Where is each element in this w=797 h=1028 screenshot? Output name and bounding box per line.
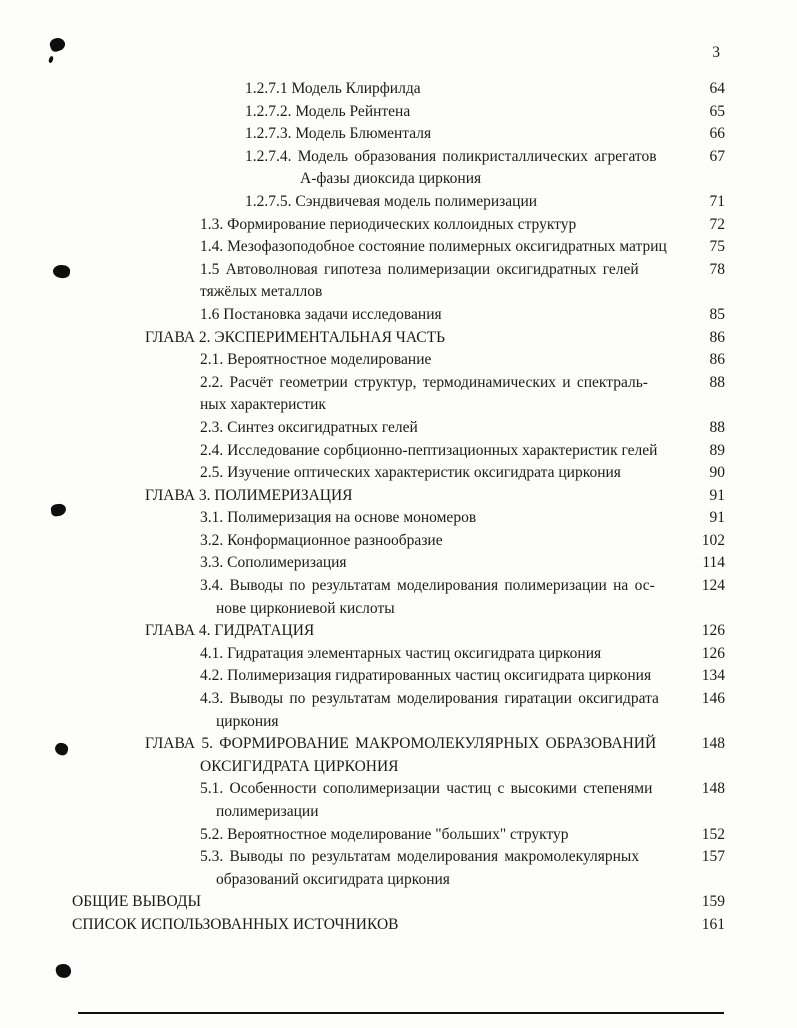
toc-entry xyxy=(72,891,725,914)
toc-entry-text xyxy=(72,349,675,372)
toc-entry-line: ГЛАВА 4. ГИДРАТАЦИЯ xyxy=(145,622,315,640)
toc-page-number: 126 xyxy=(701,622,725,640)
toc-entry-text xyxy=(72,891,675,914)
toc-entry-line: СПИСОК ИСПОЛЬЗОВАННЫХ ИСТОЧНИКОВ xyxy=(72,915,399,933)
toc-entry-line: 1.2.7.1 Модель Клирфилда xyxy=(245,80,421,97)
toc-entry-line: 3.3. Сополимеризация xyxy=(200,554,347,572)
toc-entry-text xyxy=(72,485,675,508)
ink-blob xyxy=(52,264,71,279)
ink-blob xyxy=(48,36,67,53)
toc-page-number: 91 xyxy=(709,486,725,504)
toc-page-number: 88 xyxy=(709,418,725,436)
toc-entry-continuation-line: образований оксигидрата циркония xyxy=(216,870,450,888)
toc-entry-text xyxy=(72,214,675,237)
toc-page-number: 66 xyxy=(709,125,725,143)
toc-entry xyxy=(72,552,725,575)
toc-entry xyxy=(72,507,725,530)
toc-page-number: 72 xyxy=(709,215,725,233)
toc-entry-line: 4.1. Гидратация элементарных частиц оксигидрата циркония xyxy=(200,644,602,662)
toc-entry-text xyxy=(72,846,675,891)
toc-page-number: 78 xyxy=(709,260,725,278)
toc-entry xyxy=(72,530,725,553)
ink-blob xyxy=(48,55,55,63)
toc-entry-line: 2.4. Исследование сорбционно-пептизационных характеристик гелей xyxy=(200,441,658,459)
toc-entry-text xyxy=(72,462,675,485)
toc-entry-text xyxy=(72,530,675,553)
toc-entry-text xyxy=(72,824,675,847)
toc-page-number: 146 xyxy=(701,690,725,708)
toc-entry-line: 2.3. Синтез оксигидратных гелей xyxy=(200,418,418,436)
toc-entry-text xyxy=(72,101,675,124)
toc-entry-text xyxy=(72,665,675,688)
toc-page-number: 71 xyxy=(709,192,725,210)
toc-entry xyxy=(72,236,725,259)
toc-page-number: 91 xyxy=(709,509,725,527)
toc-entry xyxy=(72,191,725,214)
toc-entry-text xyxy=(72,778,675,823)
toc-entry xyxy=(72,485,725,508)
toc-entry-text xyxy=(72,78,675,101)
toc-entry-continuation-line: нове циркониевой кислоты xyxy=(216,599,395,617)
toc-page-number: 88 xyxy=(709,373,725,391)
toc-entry-text xyxy=(72,733,675,778)
toc-entry xyxy=(72,778,725,823)
toc-entry-continuation-line: А-фазы диоксида циркония xyxy=(300,170,482,188)
toc-entry-line: 1.5 Автоволновая гипотеза полимеризации оксигидратных гелей xyxy=(200,260,639,278)
toc-entry-line: ГЛАВА 2. ЭКСПЕРИМЕНТАЛЬНАЯ ЧАСТЬ xyxy=(145,328,445,346)
toc-page-number: 64 xyxy=(709,80,725,97)
toc-page-number: 89 xyxy=(709,441,725,459)
toc-entry-text xyxy=(72,688,675,733)
toc-page-number: 126 xyxy=(701,644,725,662)
toc-entry-continuation-line: полимеризации xyxy=(216,803,319,820)
toc-page-number: 102 xyxy=(701,531,725,549)
toc-entry-text xyxy=(72,146,675,191)
toc-page-number: 75 xyxy=(709,238,725,256)
toc-entry xyxy=(72,575,725,620)
toc-entry xyxy=(72,643,725,666)
toc-entry xyxy=(72,417,725,440)
toc-entry-continuation-line: тяжёлых металлов xyxy=(200,283,323,301)
ink-blob xyxy=(55,963,72,979)
toc-entry-line: 1.2.7.4. Модель образования поликристаллических агрегатов xyxy=(245,147,657,165)
toc-entry xyxy=(72,688,725,733)
toc-entry xyxy=(72,914,725,937)
toc-entry-line: 4.2. Полимеризация гидратированных частиц оксигидрата циркония xyxy=(200,667,652,685)
toc-page-number: 67 xyxy=(709,147,725,165)
toc-entry-line: 1.2.7.5. Сэндвичевая модель полимеризации xyxy=(245,192,538,210)
toc-entry-line: 1.3. Формирование периодических коллоидных структур xyxy=(200,215,577,233)
toc-entry-text xyxy=(72,417,675,440)
toc-entry xyxy=(72,304,725,327)
toc-page-number: 90 xyxy=(709,464,725,482)
toc-entry-text xyxy=(72,191,675,214)
toc-entry-line: 1.2.7.2. Модель Рейнтена xyxy=(245,102,411,120)
toc-entry xyxy=(72,846,725,891)
toc-page-number: 159 xyxy=(701,893,725,911)
toc-entry xyxy=(72,78,725,101)
toc-page-number: 124 xyxy=(701,577,725,595)
toc-entry xyxy=(72,733,725,778)
toc-entry xyxy=(72,146,725,191)
ink-blob xyxy=(50,503,67,517)
toc-entry-line: ГЛАВА 3. ПОЛИМЕРИЗАЦИЯ xyxy=(145,486,353,504)
toc-page-number: 148 xyxy=(701,735,725,753)
toc-page-number: 152 xyxy=(701,825,725,843)
toc-entry-text xyxy=(72,236,675,259)
toc-entry-line: 5.2. Вероятностное моделирование "больших" структур xyxy=(200,825,569,843)
toc-entry-line: 4.3. Выводы по результатам моделирования гиратации оксигидрата xyxy=(200,690,659,708)
toc-entry-line: 1.2.7.3. Модель Блюменталя xyxy=(245,125,432,143)
toc-entry xyxy=(72,214,725,237)
toc-entry xyxy=(72,123,725,146)
toc-entry xyxy=(72,372,725,417)
toc-entry-text xyxy=(72,620,675,643)
toc-entry-line: 2.5. Изучение оптических характеристик оксигидрата циркония xyxy=(200,464,621,482)
toc-page-number: 134 xyxy=(701,667,725,685)
page-number: 3 xyxy=(712,44,720,61)
toc-entry-text xyxy=(72,914,675,937)
toc-page-number: 65 xyxy=(709,102,725,120)
toc-entry xyxy=(72,259,725,304)
toc-list xyxy=(72,78,725,937)
toc-entry xyxy=(72,824,725,847)
toc-entry-text xyxy=(72,304,675,327)
toc-entry-line: 2.1. Вероятностное моделирование xyxy=(200,351,432,369)
toc-entry-line: 3.2. Конформационное разнообразие xyxy=(200,531,443,549)
toc-entry-text xyxy=(72,552,675,575)
toc-entry-line: ОБЩИЕ ВЫВОДЫ xyxy=(72,893,201,911)
toc-entry-continuation-line: циркония xyxy=(216,712,279,730)
toc-entry-text xyxy=(72,327,675,350)
toc-entry-line: 5.1. Особенности сополимеризации частиц с высокими степенями xyxy=(200,780,653,798)
scan-edge-line xyxy=(78,1012,724,1014)
ink-blob xyxy=(54,742,70,757)
toc-entry-line: ГЛАВА 5. ФОРМИРОВАНИЕ МАКРОМОЛЕКУЛЯРНЫХ ОБРАЗОВАНИЙ xyxy=(145,735,657,753)
toc-page-number: 85 xyxy=(709,305,725,323)
toc-entry xyxy=(72,462,725,485)
toc-entry-line: 5.3. Выводы по результатам моделирования макромолекулярных xyxy=(200,848,640,866)
toc-page-number: 86 xyxy=(709,351,725,369)
toc-entry-text xyxy=(72,643,675,666)
toc-entry-line: 1.6 Постановка задачи исследования xyxy=(200,305,442,323)
toc-entry-text xyxy=(72,575,675,620)
toc-entry-text xyxy=(72,123,675,146)
toc-entry-continuation-line: ных характеристик xyxy=(200,396,326,414)
toc-entry xyxy=(72,665,725,688)
toc-entry xyxy=(72,620,725,643)
toc-entry-line: 3.1. Полимеризация на основе мономеров xyxy=(200,509,477,527)
toc-entry-text xyxy=(72,507,675,530)
toc-entry-continuation-line: ОКСИГИДРАТА ЦИРКОНИЯ xyxy=(200,757,399,775)
toc-entry-text xyxy=(72,372,675,417)
toc-page-number: 148 xyxy=(701,780,725,798)
toc-entry xyxy=(72,349,725,372)
toc-page-number: 114 xyxy=(702,554,725,572)
toc-entry xyxy=(72,327,725,350)
toc-entry xyxy=(72,101,725,124)
toc-page-number: 86 xyxy=(709,328,725,346)
toc-entry-text xyxy=(72,440,675,463)
toc-entry-line: 3.4. Выводы по результатам моделирования полимеризации на ос- xyxy=(200,577,655,595)
toc-entry-text xyxy=(72,259,675,304)
toc-page-number: 161 xyxy=(701,915,725,933)
toc-entry-line: 1.4. Мезофазоподобное состояние полимерных оксигидратных матриц xyxy=(200,238,667,256)
toc-entry xyxy=(72,440,725,463)
toc-entry-line: 2.2. Расчёт геометрии структур, термодинамических и спектраль- xyxy=(200,373,648,391)
toc-page-number: 157 xyxy=(701,848,725,866)
